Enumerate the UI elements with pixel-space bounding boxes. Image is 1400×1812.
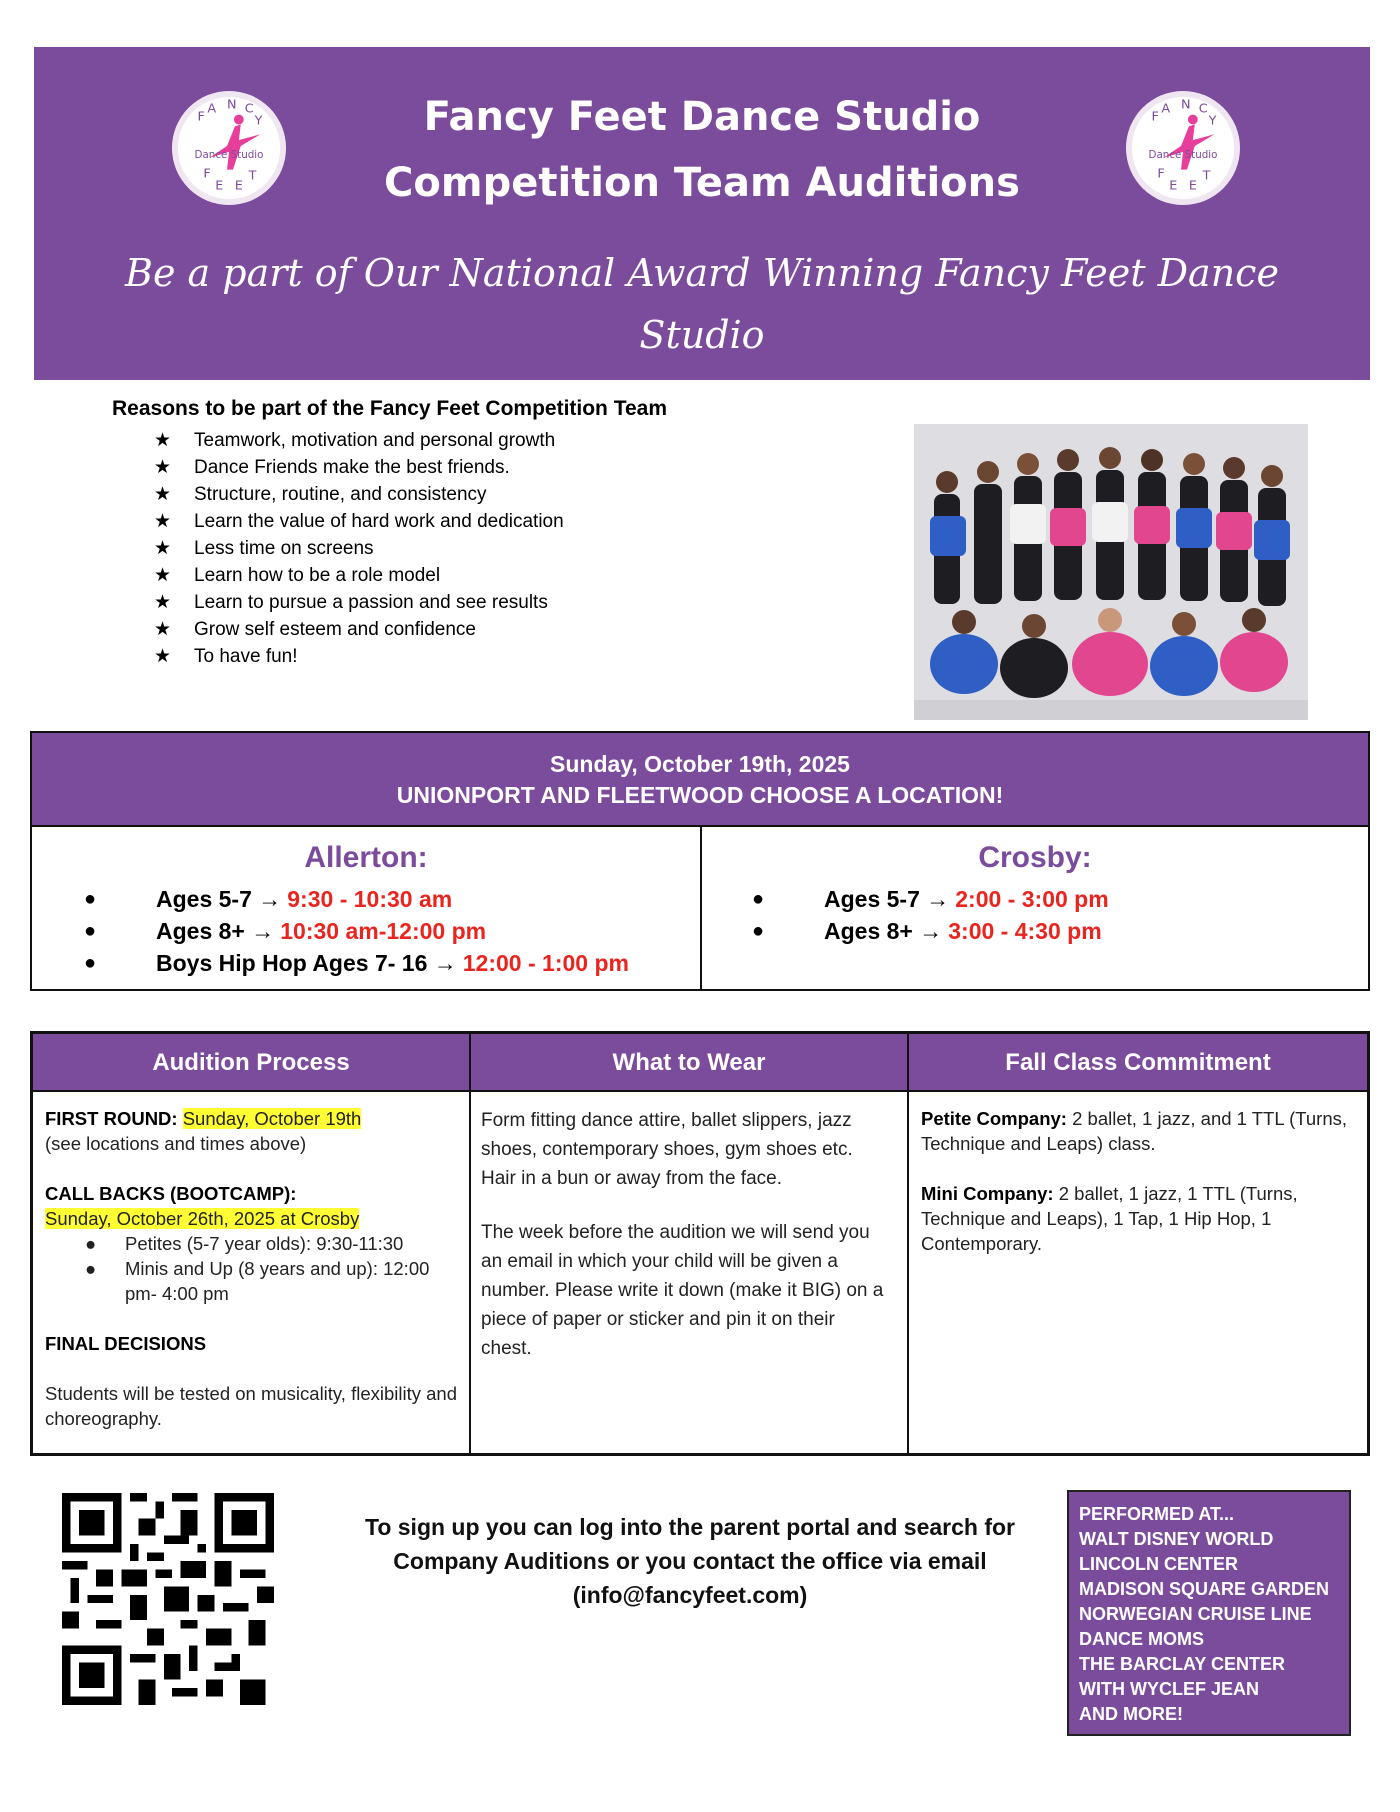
performed-at-box	[1067, 1490, 1351, 1736]
time-slot: 12:00 - 1:00 pm	[462, 950, 629, 976]
list-item	[154, 562, 564, 589]
logo-letter: T	[1202, 168, 1211, 184]
location-note: UNIONPORT AND FLEETWOOD CHOOSE A LOCATION!	[396, 782, 1004, 808]
bullet-icon: ●	[84, 952, 97, 974]
signup-line: Company Auditions or you contact the office via email	[393, 1548, 987, 1574]
logo-letter: A	[207, 101, 217, 117]
star-icon: ★	[154, 592, 172, 613]
list-item	[154, 508, 564, 535]
list-item	[154, 454, 564, 481]
logo-letter: F	[197, 109, 205, 125]
reason-text: Learn the value of hard work and dedication	[194, 510, 564, 532]
signup-email: (info@fancyfeet.com)	[572, 1582, 808, 1608]
reason-text: Teamwork, motivation and personal growth	[194, 429, 556, 451]
page-subtitle: Competition Team Auditions	[384, 160, 1020, 206]
first-round-date: Sunday, October 19th	[182, 1108, 362, 1129]
list-item: AND MORE!	[1079, 1704, 1183, 1724]
list-item	[85, 1231, 457, 1256]
reason-text: Less time on screens	[194, 537, 374, 559]
final-decisions-note: Students will be tested on musicality, flexibility and choreography.	[45, 1383, 457, 1429]
list-item: PERFORMED AT...	[1079, 1504, 1235, 1524]
age-group: Ages 8+ →	[156, 918, 275, 944]
signup-instructions	[300, 1510, 1080, 1612]
wear-paragraph: The week before the audition we will send you an email in which your child will be given a number. Please write it down (make it BIG) on a piece of paper or sticker and pin it on their chest.	[481, 1222, 884, 1359]
audition-schedule	[30, 731, 1370, 991]
location-title: Crosby:	[978, 841, 1092, 874]
list-item: DANCE MOMS	[1079, 1629, 1204, 1649]
star-icon: ★	[154, 646, 172, 667]
list-item	[154, 589, 564, 616]
what-to-wear-column	[471, 1034, 909, 1453]
callback-item: Minis and Up (8 years and up): 12:00 pm- 4:00 pm	[125, 1258, 430, 1304]
signup-line: To sign up you can log into the parent portal and search for	[364, 1514, 1015, 1540]
schedule-header	[32, 733, 1368, 827]
logo-subtitle: Dance Studio	[1148, 148, 1218, 161]
location-allerton	[32, 827, 702, 989]
bullet-icon: ●	[752, 888, 765, 910]
logo-letter: Y	[254, 113, 263, 129]
bullet-icon: ●	[85, 1258, 97, 1279]
age-group: Ages 5-7 →	[824, 886, 950, 912]
star-icon: ★	[154, 457, 172, 478]
list-item	[752, 915, 1109, 947]
callback-item: Petites (5-7 year olds): 9:30-11:30	[125, 1233, 404, 1254]
list-item	[84, 947, 629, 979]
time-slot: 10:30 am-12:00 pm	[280, 918, 487, 944]
wear-paragraph: Form fitting dance attire, ballet slippers, jazz shoes, contemporary shoes, gym shoes etc. Hair in a bun or away from the face.	[481, 1110, 853, 1189]
team-photo	[914, 424, 1308, 720]
page-title: Fancy Feet Dance Studio	[423, 94, 981, 140]
reason-text: Grow self esteem and confidence	[194, 618, 476, 640]
list-item	[85, 1256, 457, 1306]
star-icon: ★	[154, 484, 172, 505]
list-item: MADISON SQUARE GARDEN	[1079, 1579, 1330, 1599]
mini-label: Mini Company:	[921, 1183, 1054, 1204]
logo-letter: F	[1157, 166, 1165, 182]
qr-code-icon	[62, 1493, 274, 1705]
mini-text: 2 ballet, 1 jazz, 1 TTL (Turns, Technique and Leaps), 1 Tap, 1 Hip Hop, 1 Contemporary.	[921, 1183, 1298, 1254]
audition-date: Sunday, October 19th, 2025	[550, 751, 850, 777]
list-item	[84, 915, 629, 947]
list-item	[752, 883, 1109, 915]
list-item: LINCOLN CENTER	[1079, 1554, 1238, 1574]
tagline-line: Be a part of Our National Award Winning Fancy Feet Dance Studio	[125, 251, 1279, 357]
info-table	[30, 1031, 1370, 1456]
age-group: Boys Hip Hop Ages 7- 16 →	[156, 950, 457, 976]
logo-letter: N	[1181, 97, 1191, 113]
bullet-icon: ●	[752, 920, 765, 942]
list-item: WITH WYCLEF JEAN	[1079, 1679, 1259, 1699]
logo-subtitle: Dance Studio	[194, 148, 264, 161]
star-icon: ★	[154, 619, 172, 640]
age-group: Ages 5-7 →	[156, 886, 282, 912]
logo-letter: A	[1161, 101, 1171, 117]
list-item	[154, 427, 564, 454]
logo-letter: E	[234, 178, 243, 194]
location-crosby	[702, 827, 1368, 989]
logo-letter: E	[1169, 178, 1178, 194]
list-item: NORWEGIAN CRUISE LINE	[1079, 1604, 1312, 1624]
time-slot: 3:00 - 4:30 pm	[948, 918, 1102, 944]
final-decisions-label: FINAL DECISIONS	[45, 1333, 207, 1354]
list-item	[154, 535, 564, 562]
logo-letter: T	[248, 168, 257, 184]
location-title: Allerton:	[304, 841, 428, 874]
bullet-icon: ●	[84, 888, 97, 910]
logo-letter: E	[215, 178, 224, 194]
list-item: WALT DISNEY WORLD	[1079, 1529, 1274, 1549]
logo-letter: F	[203, 166, 211, 182]
logo-letter: Y	[1208, 113, 1217, 129]
logo-icon	[1124, 89, 1242, 207]
first-round-note: (see locations and times above)	[45, 1133, 307, 1154]
first-round-label: FIRST ROUND:	[45, 1108, 178, 1129]
time-slot: 2:00 - 3:00 pm	[955, 886, 1109, 912]
tagline-line: Competition Team!	[518, 375, 886, 419]
column-header: What to Wear	[471, 1034, 907, 1092]
age-group: Ages 8+ →	[824, 918, 943, 944]
bullet-icon: ●	[85, 1233, 97, 1254]
list-item	[154, 481, 564, 508]
bullet-icon: ●	[84, 920, 97, 942]
list-item	[154, 616, 564, 643]
logo-letter: N	[227, 97, 237, 113]
list-item	[154, 643, 564, 670]
reasons-list	[154, 427, 564, 670]
callbacks-label: CALL BACKS (BOOTCAMP):	[45, 1183, 297, 1204]
callbacks-date: Sunday, October 26th, 2025 at Crosby	[45, 1208, 360, 1229]
star-icon: ★	[154, 511, 172, 532]
star-icon: ★	[154, 565, 172, 586]
commitment-column	[909, 1034, 1367, 1453]
logo-letter: C	[244, 101, 254, 117]
audition-process-column	[33, 1034, 471, 1453]
reason-text: Dance Friends make the best friends.	[194, 456, 510, 478]
list-item	[84, 883, 629, 915]
logo-letter: C	[1198, 101, 1208, 117]
reason-text: Structure, routine, and consistency	[194, 483, 487, 505]
reason-text: Learn how to be a role model	[194, 564, 441, 586]
petite-text: 2 ballet, 1 jazz, and 1 TTL (Turns, Technique and Leaps) class.	[921, 1108, 1347, 1154]
star-icon: ★	[154, 538, 172, 559]
star-icon: ★	[154, 430, 172, 451]
petite-label: Petite Company:	[921, 1108, 1067, 1129]
time-slot: 9:30 - 10:30 am	[287, 886, 453, 912]
logo-letter: F	[1151, 109, 1159, 125]
logo-letter: E	[1188, 178, 1197, 194]
reason-text: Learn to pursue a passion and see results	[194, 591, 548, 613]
list-item: THE BARCLAY CENTER	[1079, 1654, 1286, 1674]
column-header: Fall Class Commitment	[909, 1034, 1367, 1092]
logo-icon	[170, 89, 288, 207]
column-header: Audition Process	[33, 1034, 469, 1092]
reasons-heading: Reasons to be part of the Fancy Feet Competition Team	[112, 397, 668, 420]
reason-text: To have fun!	[194, 645, 298, 667]
